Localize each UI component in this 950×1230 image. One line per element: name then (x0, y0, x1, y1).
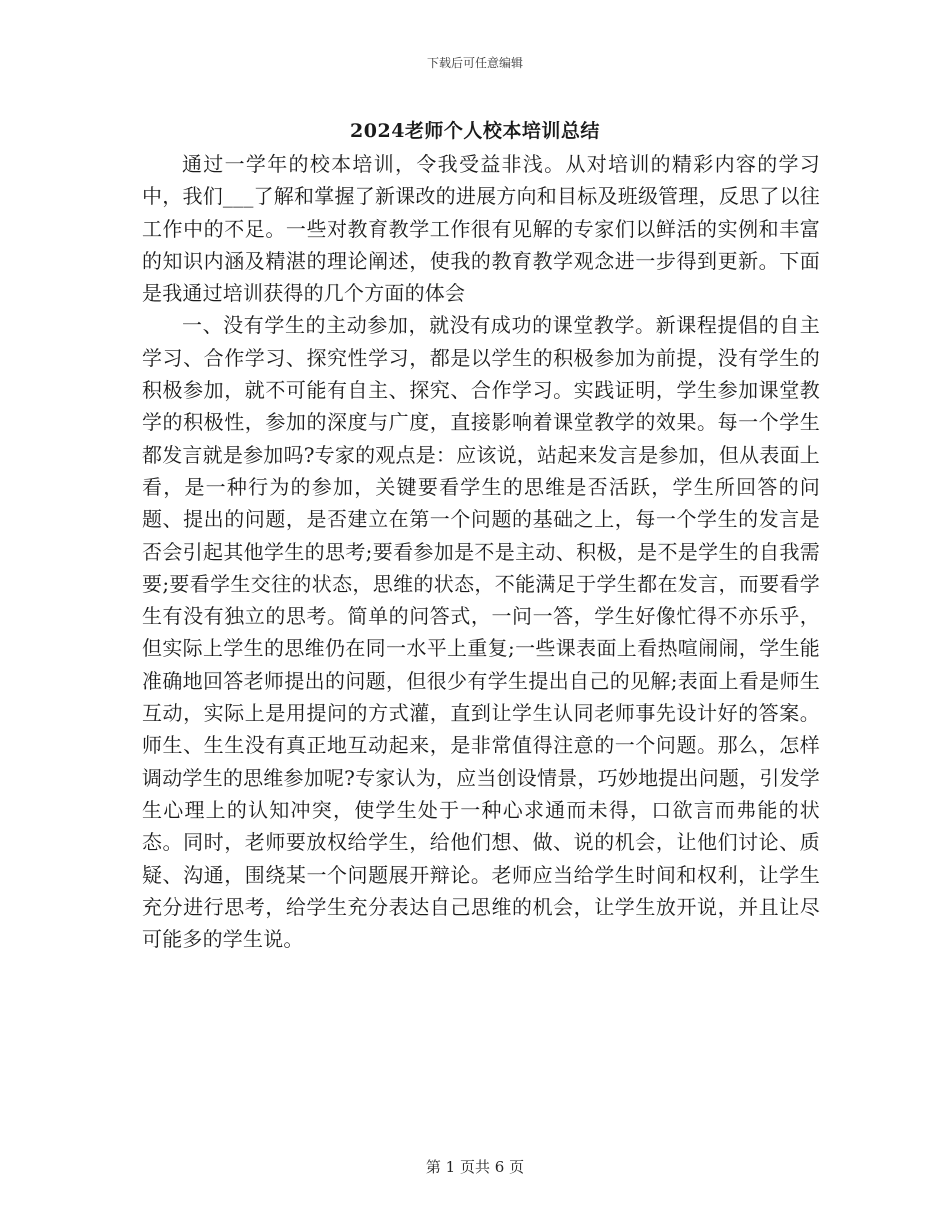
paragraph-intro: 通过一学年的校本培训，令我受益非浅。从对培训的精彩内容的学习中，我们___了解和掌握了新课改的进展方向和目标及班级管理，反思了以往工作中的不足。一些对教育教学工作很有见解的专家们以鲜活的实例和丰富的知识内涵及精湛的理论阐述，使我的教育教学观念进一步得到更新。下面是我通过培训获得的几个方面的体会 (142, 152, 820, 306)
document-body (142, 148, 820, 955)
page-header-note: 下载后可任意编辑 (426, 56, 523, 70)
page-number: 第 1 页共 6 页 (425, 1158, 525, 1176)
document-title: 2024老师个人校本培训总结 (350, 120, 600, 142)
paragraph-section-one: 一、没有学生的主动参加，就没有成功的课堂教学。新课程提倡的自主学习、合作学习、探究性学习，都是以学生的积极参加为前提，没有学生的积极参加，就不可能有自主、探究、合作学习。实践证明，学生参加课堂教学的积极性，参加的深度与广度，直接影响着课堂教学的效果。每一个学生都发言就是参加吗?专家的观点是：应该说，站起来发言是参加，但从表面上看，是一种行为的参加，关键要看学生的思维是否活跃，学生所回答的问题、提出的问题，是否建立在第一个问题的基础之上，每一个学生的发言是否会引起其他学生的思考;要看参加是不是主动、积极，是不是学生的自我需要;要看学生交往的状态，思维的状态，不能满足于学生都在发言，而要看学生有没有独立的思考。简单的问答式，一问一答，学生好像忙得不亦乐乎，但实际上学生的思维仍在同一水平上重复;一些课表面上看热喧闹闹，学生能准确地回答老师提出的问题，但很少有学生提出自己的见解;表面上看是师生互动，实际上是用提问的方式灌，直到让学生认同老师事先设计好的答案。师生、生生没有真正地互动起来，是非常值得注意的一个问题。那么，怎样调动学生的思维参加呢?专家认为，应当创设情景，巧妙地提出问题，引发学生心理上的认知冲突，使学生处于一种心求通而未得，口欲言而弗能的状态。同时，老师要放权给学生，给他们想、做、说的机会，让他们讨论、质疑、沟通，围绕某一个问题展开辩论。老师应当给学生时间和权利，让学生充分进行思考，给学生充分表达自己思维的机会，让学生放开说，并且让尽可能多的学生说。 (142, 313, 820, 952)
